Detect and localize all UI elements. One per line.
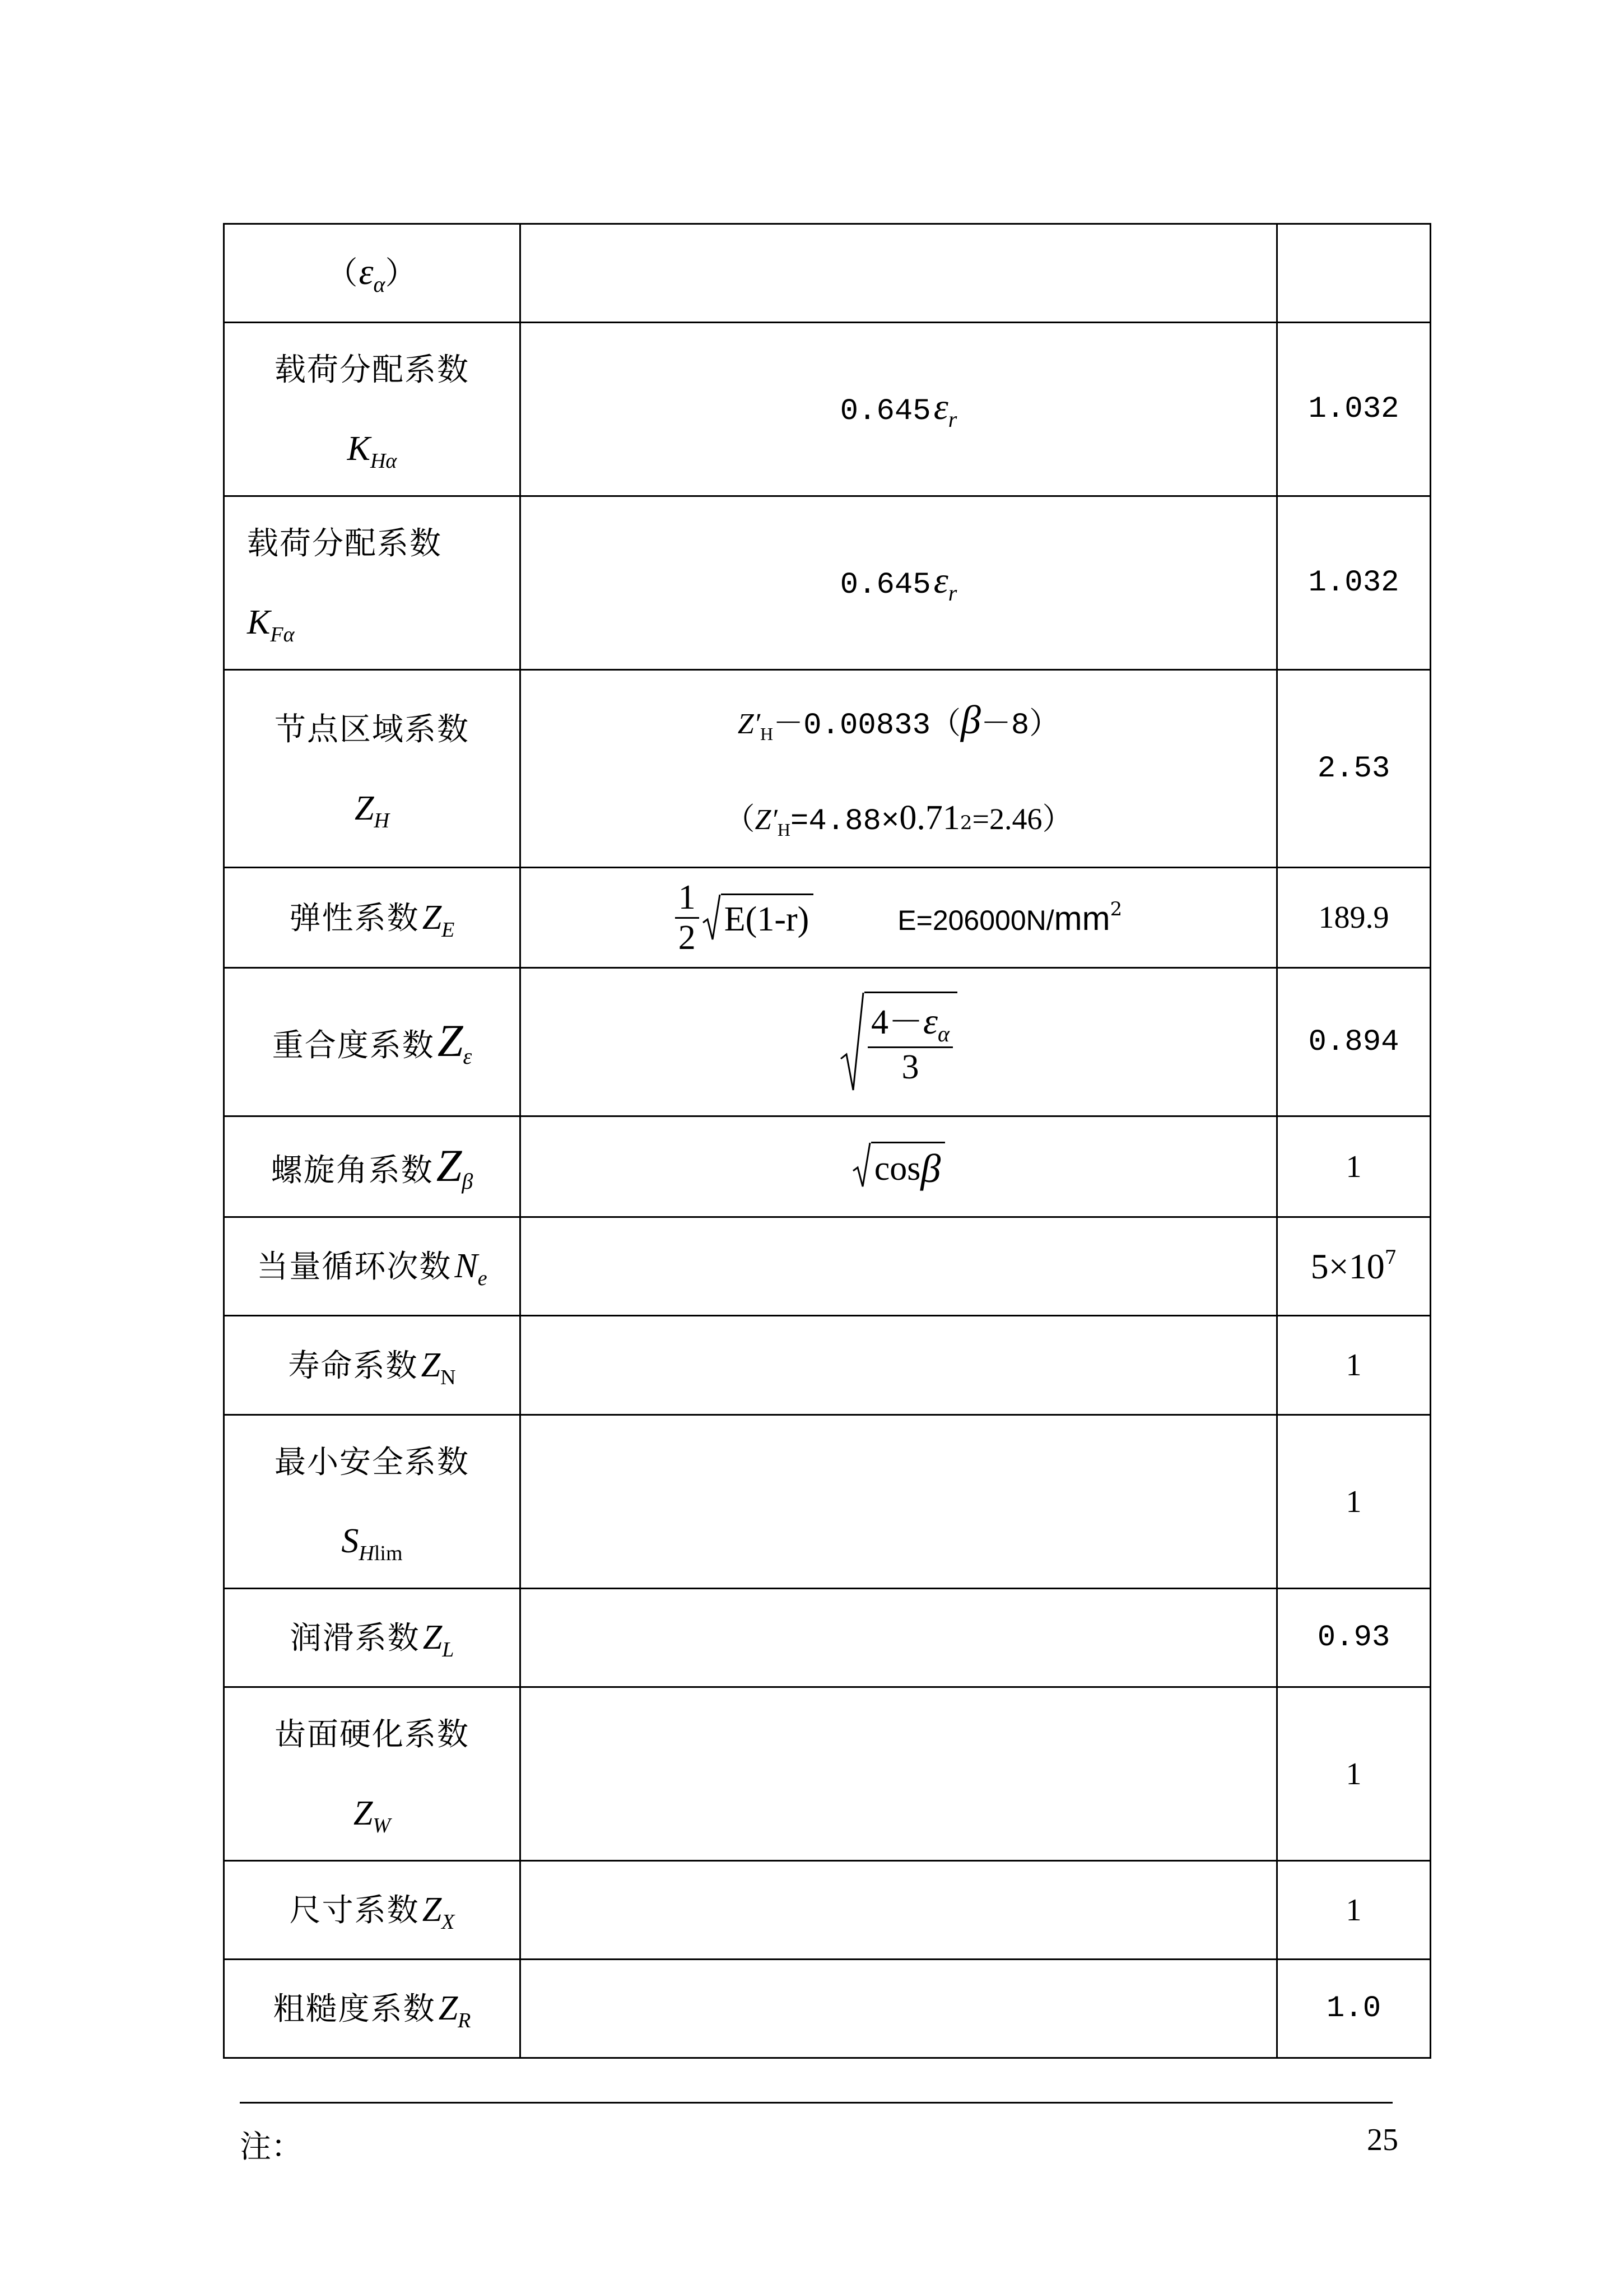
value-cell: $5\times 10^7$: [1277, 1217, 1431, 1316]
formula-coefficient: 0.645: [840, 394, 931, 429]
table-row: [224, 323, 1431, 496]
square-root: E(1-r): [702, 894, 813, 942]
parameter-label: 尺寸系数: [289, 1892, 420, 1929]
value-cell: [1277, 1861, 1431, 1960]
elastic-formula: [675, 878, 814, 956]
parameter-label-cell: [224, 968, 520, 1116]
square-root: cos β: [852, 1142, 946, 1192]
parameter-label-cell: [224, 496, 520, 670]
formula-cell: [520, 1687, 1277, 1861]
formula-symbol: $\varepsilon_r$: [933, 560, 957, 606]
value-cell: [1277, 1589, 1431, 1687]
parameter-label-cell: [224, 1415, 520, 1589]
parameter-label: 节点区域系数: [274, 711, 469, 748]
parameter-value: 0.894: [1308, 1025, 1399, 1059]
parameter-symbol: $Z_R$: [438, 1989, 471, 2032]
formula-line-2: （ $Z'_H$ =4.88× 0.71 2 =2.46）: [724, 799, 1073, 840]
parameter-label: 润滑系数: [290, 1620, 420, 1656]
table-row: [224, 1687, 1431, 1861]
parameter-value: 1: [1346, 1348, 1362, 1383]
parameter-value: 1: [1346, 1484, 1362, 1519]
formula-cell: [520, 1116, 1277, 1217]
value-cell: [1277, 670, 1431, 868]
formula-cell: [520, 1589, 1277, 1687]
table-row: [224, 1316, 1431, 1415]
footer-divider: [240, 2102, 1393, 2104]
formula-symbol: $\varepsilon_r$: [933, 387, 957, 432]
parameter-symbol: $Z_W$: [353, 1794, 391, 1837]
table-row: [224, 496, 1431, 670]
table-row: [224, 1415, 1431, 1589]
formula-cell: [520, 1861, 1277, 1960]
table-row: [224, 968, 1431, 1116]
parameter-value: 1.032: [1308, 566, 1399, 600]
table-row: [224, 1861, 1431, 1960]
formula-cell: [520, 868, 1277, 968]
page-number: 25: [1367, 2123, 1398, 2157]
formula-cell: [520, 323, 1277, 496]
value-cell: [1277, 968, 1431, 1116]
parameter-symbol: $Z_E$: [422, 898, 455, 942]
parameter-label-cell: [224, 868, 520, 968]
parameter-label-cell: [224, 323, 520, 496]
table-row: [224, 224, 1431, 323]
table-row: [224, 1116, 1431, 1217]
parameter-label-cell: [224, 1687, 520, 1861]
formula-cell: [520, 968, 1277, 1116]
formula-cell: [520, 224, 1277, 323]
parameter-value: 5×10: [1310, 1246, 1385, 1286]
gear-parameter-table: [223, 223, 1431, 2059]
parameter-symbol: $Z_\beta$: [436, 1139, 473, 1194]
formula-cell: [520, 1960, 1277, 2058]
parameter-label: 弹性系数: [289, 900, 420, 937]
parameter-symbol: $Z_\varepsilon$: [437, 1015, 472, 1069]
formula-cell: [520, 1415, 1277, 1589]
parameter-symbol: [359, 252, 385, 297]
parameter-symbol: $Z_L$: [422, 1618, 454, 1662]
table-row: [224, 670, 1431, 868]
parameter-label-cell: [224, 1589, 520, 1687]
square-root: [840, 992, 957, 1092]
parameter-value: 2.53: [1317, 751, 1390, 786]
parameter-value: 1: [1346, 1149, 1362, 1184]
parameter-label-cell: [224, 670, 520, 868]
elastic-modulus: $E=206000N/mm^2$: [897, 897, 1123, 937]
value-cell: [1277, 1316, 1431, 1415]
parameter-label: 粗糙度系数: [273, 1991, 436, 2027]
parameter-symbol: $N_e$: [454, 1247, 487, 1290]
formula-coefficient: 0.645: [840, 568, 931, 602]
formula-cell: [520, 496, 1277, 670]
parameter-label: 当量循环次数: [257, 1249, 452, 1285]
parameter-label-cell: [224, 1116, 520, 1217]
parameter-value: 189.9: [1318, 900, 1389, 935]
symbol-subscript: α: [373, 272, 385, 297]
table-row: [224, 1960, 1431, 2058]
parameter-label: 最小安全系数: [274, 1444, 469, 1481]
half-fraction: $\frac{1}{2}$: [675, 878, 699, 956]
formula-cell: [520, 1316, 1277, 1415]
parameter-label-cell: [224, 1861, 520, 1960]
symbol-main: ε: [359, 252, 374, 292]
parameter-label: 载荷分配系数: [247, 525, 442, 562]
value-cell: [1277, 868, 1431, 968]
parameter-label-end: ）: [385, 255, 418, 292]
parameter-label: 螺旋角系数: [271, 1152, 434, 1189]
parameter-label-cell: [224, 1960, 520, 2058]
parameter-value: 1.032: [1308, 392, 1399, 426]
parameter-symbol: $K_{H\alpha}$: [347, 430, 397, 473]
overlap-fraction: $\frac{4-\varepsilon_\alpha}{3}$: [868, 1002, 953, 1086]
footnote-label: 注：: [240, 2129, 303, 2165]
parameter-label: 载荷分配系数: [274, 352, 469, 388]
parameter-symbol: $Z_N$: [421, 1346, 456, 1389]
parameter-symbol: $K_{F\alpha}$: [247, 603, 295, 646]
value-cell: [1277, 224, 1431, 323]
parameter-symbol: $Z_H$: [355, 789, 389, 832]
formula-line-1: $Z'_H$ －0.00833（ β －8）: [737, 697, 1060, 744]
parameter-label: （: [326, 255, 359, 292]
value-cell: [1277, 1687, 1431, 1861]
value-cell: [1277, 1960, 1431, 2058]
parameter-label-cell: [224, 224, 520, 323]
formula-cell: [520, 670, 1277, 868]
formula-cell: [520, 1217, 1277, 1316]
table-row: [224, 868, 1431, 968]
parameter-label: 重合度系数: [272, 1027, 435, 1064]
parameter-value: 1: [1346, 1892, 1362, 1928]
value-cell: [1277, 1415, 1431, 1589]
table-row: [224, 1589, 1431, 1687]
parameter-value: 0.93: [1317, 1621, 1390, 1655]
value-cell: [1277, 496, 1431, 670]
value-cell: [1277, 323, 1431, 496]
parameter-label: 寿命系数: [288, 1347, 418, 1384]
parameter-symbol: $Z_X$: [422, 1891, 455, 1934]
parameter-value: 1: [1346, 1756, 1362, 1792]
value-cell: [1277, 1116, 1431, 1217]
parameter-label-cell: [224, 1217, 520, 1316]
parameter-symbol: $S_{Hlim}$: [341, 1522, 403, 1565]
parameter-label: 齿面硬化系数: [274, 1716, 469, 1753]
table-row: [224, 1217, 1431, 1316]
parameter-value: 1.0: [1326, 1991, 1381, 2026]
parameter-label-cell: [224, 1316, 520, 1415]
